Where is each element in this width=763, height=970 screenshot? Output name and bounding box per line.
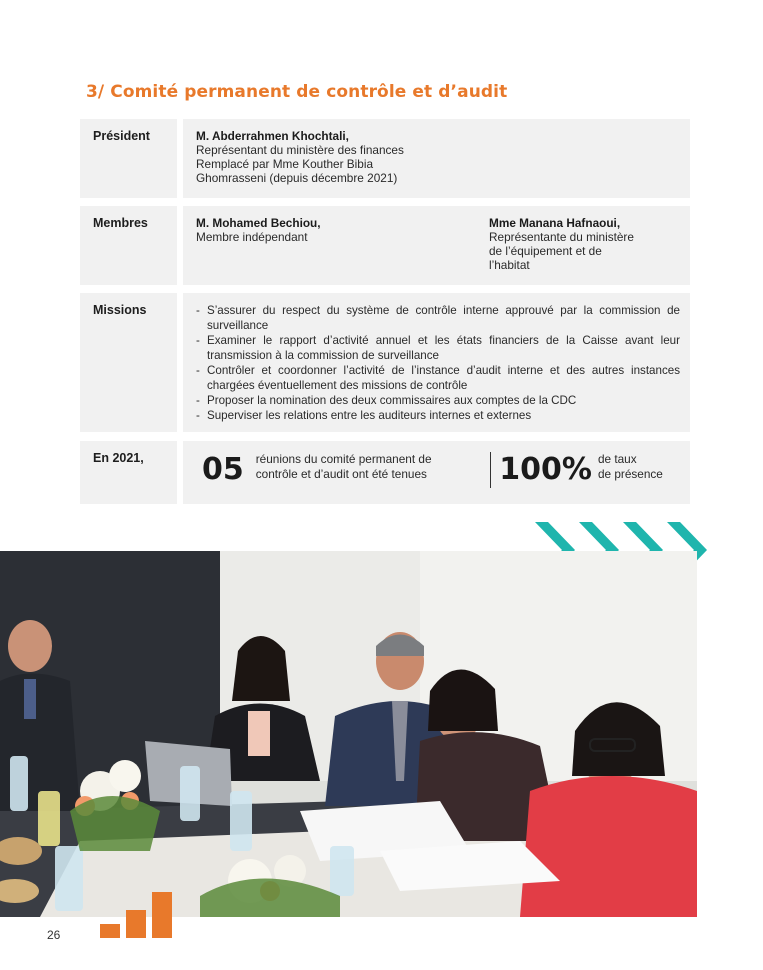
members-label: Membres [80,206,177,285]
president-label: Président [80,119,177,198]
stats-separator [490,452,492,488]
meeting-photo-illustration [0,551,697,917]
mission-item: - Superviser les relations entre les auditeurs internes et externes [196,408,680,423]
members-row [80,206,690,285]
mission-item: - Examiner le rapport d’activité annuel et les états financiers de la Caisse avant leur transmission à la commission de surveillance [196,333,680,363]
attendance-text-line: de taux [597,451,637,466]
missions-list [196,303,680,423]
mission-item: - S’assurer du respect du système de contrôle interne approuvé par la commission de surveillance [196,303,680,333]
president-content [183,119,690,198]
member-2-line: de l’équipement et de [489,244,602,258]
member-2 [489,216,679,285]
member-2-line: Représentante du ministère [489,230,634,244]
missions-content [183,293,690,432]
attendance-text [598,452,663,482]
attendance-rate: 100% [499,451,592,487]
attendance-text-line: de présence [597,466,663,481]
mission-item: - Contrôler et coordonner l’activité de l’instance d’audit interne et des autres instances chargées éventuellement des missions de contrôle [196,363,680,393]
member-1-role: Membre indépendant [196,230,308,244]
page-number: 26 [47,928,61,942]
meetings-text: réunions du comité permanent de contrôle et d’audit ont été tenues [255,451,432,481]
president-line: Ghomrasseni (depuis décembre 2021) [196,171,398,185]
member-2-name: Mme Manana Hafnaoui, [489,216,621,230]
section-title: 3/ Comité permanent de contrôle et d’audit [86,82,508,102]
year-2021-row [80,441,690,504]
mission-item: - Proposer la nomination des deux commissaires aux comptes de la CDC [196,393,680,408]
president-row [80,119,690,198]
meetings-count: 05 [202,451,244,487]
year-2021-content [183,441,690,504]
missions-row [80,293,690,432]
member-2-line: l’habitat [489,258,530,272]
stats [196,441,680,504]
meeting-photo [0,551,697,917]
member-1 [196,216,489,285]
president-name: M. Abderrahmen Khochtali, [196,129,349,143]
missions-label: Missions [80,293,177,432]
president-line: Remplacé par Mme Kouther Bibia [196,157,374,171]
member-1-name: M. Mohamed Bechiou, [196,216,321,230]
bar-chart-icon [100,892,172,938]
president-line: Représentant du ministère des finances [196,143,404,157]
year-2021-label: En 2021, [80,441,177,504]
members-content [183,206,690,285]
